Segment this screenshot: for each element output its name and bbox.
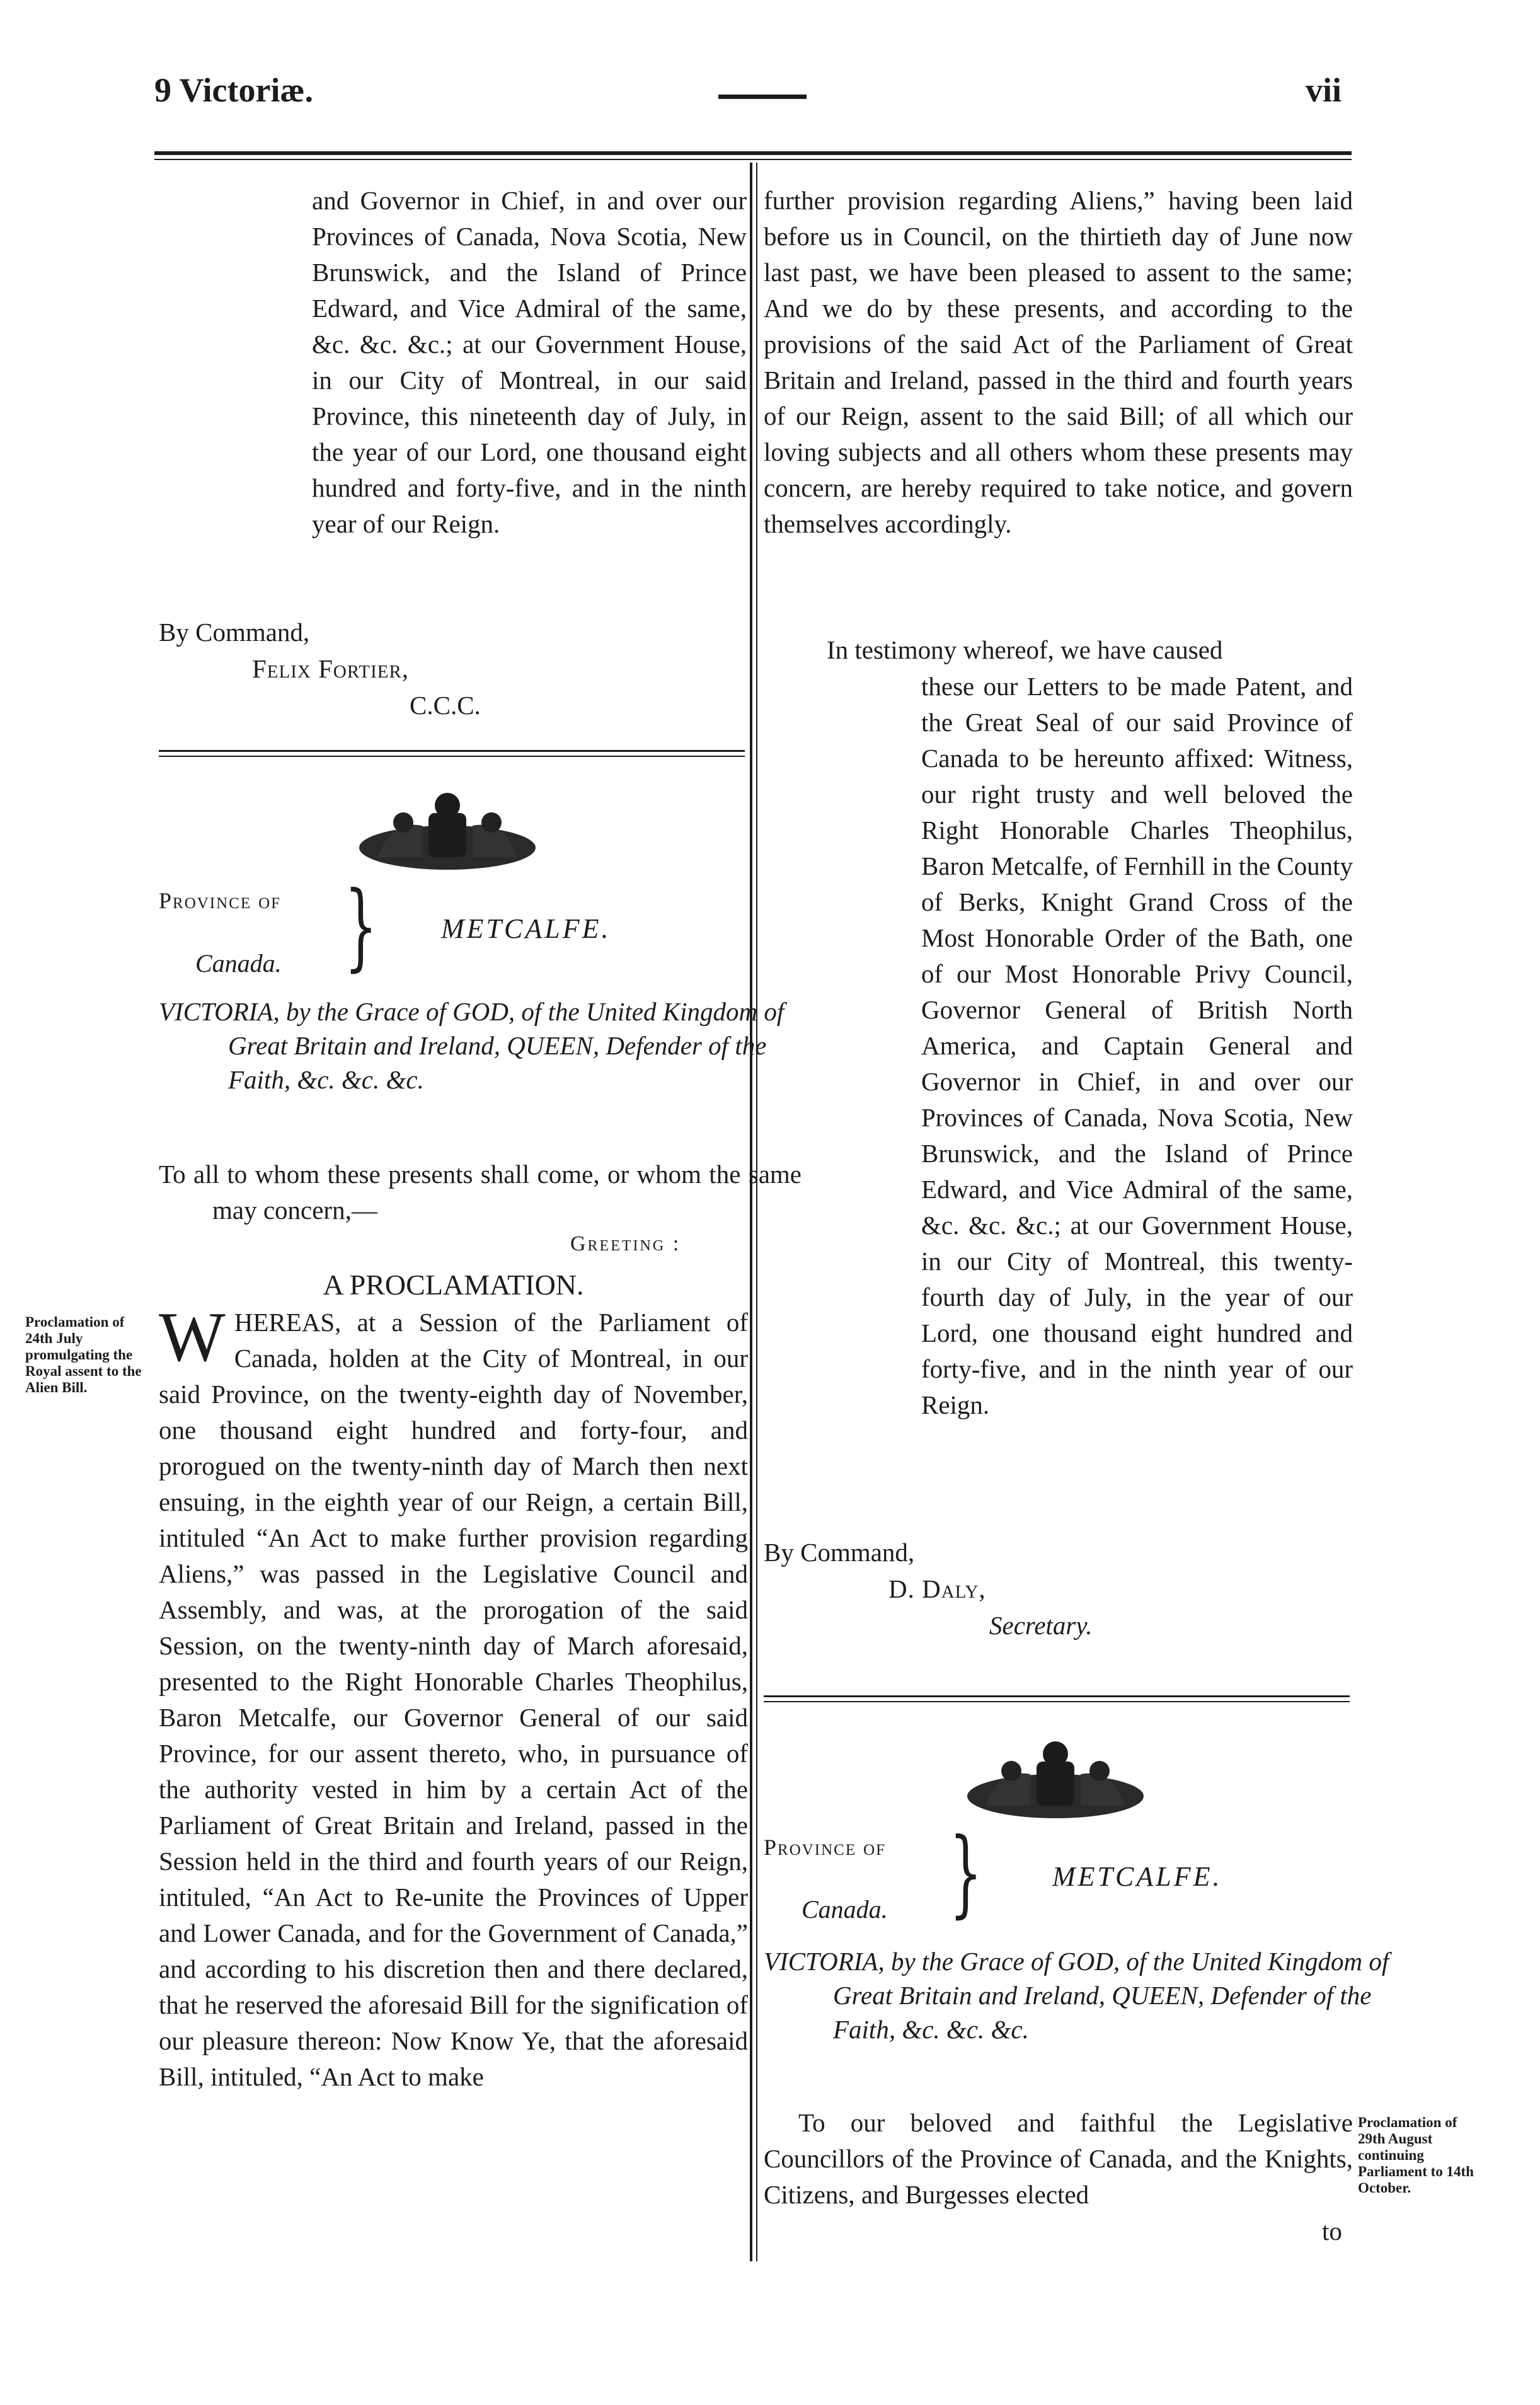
right-signer xyxy=(888,1571,1141,1607)
drop-cap: W xyxy=(159,1298,226,1376)
province-label: Province of xyxy=(159,888,282,913)
header-rule-top xyxy=(154,151,1352,155)
page-number: vii xyxy=(1306,71,1342,109)
governor-name-left: METCALFE. xyxy=(441,913,611,944)
testimony-text: these our Letters to be made Patent, and the Great Seal of our said Province of Canada to be hereunto affixed: Witness, our right trusty and well beloved the Right Honorable Charles Theophilus, Baron Metcalfe, of Fernhill in the County of Berks, Knight Grand Cross of the Most Honorable Order of the Bath, one of our Most Honorable Privy Council, Governor General of British North America, and Captain General and Governor in Chief, in and over our Provinces of Canada, Nova Scotia, New Brunswick, and the Island of Prince Edward, and Vice Admiral of the same, &c. &c. &c.; at our Government House, in our City of Montreal, this twenty-fourth day of July, in the year of our Lord, one thousand eight hundred and forty-five, and in the ninth year of our Reign. xyxy=(921,672,1353,1419)
brace-left: } xyxy=(344,872,377,981)
victoria-style-right xyxy=(764,1944,1422,2046)
section-rule-right-bottom xyxy=(764,1701,1350,1702)
to-beloved-paragraph xyxy=(764,2105,1353,2213)
greeting: Greeting : xyxy=(570,1232,681,1255)
section-rule-right-top xyxy=(764,1695,1350,1697)
victoria-text-right: VICTORIA, by the Grace of GOD, of the United Kingdom of Great Britain and Ireland, QUEEN, Defender of the Faith, &c. &c. &c. xyxy=(764,1947,1389,2044)
province-of-right xyxy=(764,1834,886,1860)
brace-right: } xyxy=(949,1818,982,1928)
proclamation-title: A PROCLAMATION. xyxy=(323,1269,584,1301)
right-by-command xyxy=(764,1535,1142,1571)
catchword xyxy=(1322,2213,1360,2249)
signer-title-right: Secretary. xyxy=(989,1611,1093,1640)
royal-arms-emblem xyxy=(353,788,542,876)
province-label-right: Province of xyxy=(764,1835,887,1860)
province-name-right xyxy=(802,1895,888,1924)
victoria-style-left xyxy=(159,995,817,1097)
province-name: Canada. xyxy=(195,949,282,978)
by-command-label: By Command, xyxy=(159,618,310,647)
to-all-text: To all to whom these presents shall come, or whom the same may concern,— xyxy=(159,1160,802,1225)
section-rule-left-top xyxy=(159,750,745,752)
running-head-left: 9 Victoriæ. xyxy=(154,71,313,109)
left-signer xyxy=(252,651,567,687)
victoria-text: VICTORIA, by the Grace of GOD, of the United Kingdom of Great Britain and Ireland, QUEEN, Defender of the Faith, &c. &c. &c. xyxy=(159,997,784,1094)
by-command-label-right: By Command, xyxy=(764,1538,915,1567)
margin-note-left: Proclamation of 24th July promulgating the Royal assent to the Alien Bill. xyxy=(25,1314,142,1395)
catchword-text: to xyxy=(1322,2217,1342,2246)
closing-text: and Governor in Chief, in and over our Provinces of Canada, Nova Scotia, New Brunswick, and the Island of Prince Edward, and Vice Admiral of the same, &c. &c. &c.; at our Government House, in our City of Montreal, in our said Province, this nineteenth day of July, in the year of our Lord, one thousand eight hundred and forty-five, and in the ninth year of our Reign. xyxy=(312,186,747,538)
signer-title: C.C.C. xyxy=(410,691,481,720)
header-rule-bottom xyxy=(154,159,1352,160)
royal-arms-emblem-right xyxy=(961,1736,1150,1825)
testimony-lead xyxy=(827,632,1353,668)
province-name-left xyxy=(195,949,282,978)
section-rule-left-bottom xyxy=(159,756,745,757)
signer-name: Felix Fortier, xyxy=(252,654,410,683)
to-all-left xyxy=(159,1156,802,1228)
whereas-paragraph xyxy=(159,1298,748,2095)
left-signer-title xyxy=(410,688,599,724)
testimony-block xyxy=(921,669,1353,1423)
left-by-command xyxy=(159,614,537,650)
right-signer-title xyxy=(989,1608,1241,1644)
right-continuation xyxy=(764,183,1353,542)
governor-name-right: METCALFE. xyxy=(1052,1861,1222,1892)
to-beloved-text: To our beloved and faithful the Legislative Councillors of the Province of Canada, and the Knights, Citizens, and Burgesses elected xyxy=(764,2108,1353,2209)
header-dash xyxy=(718,95,807,99)
province-name-right-text: Canada. xyxy=(802,1895,888,1923)
left-closing-paragraph xyxy=(312,183,747,542)
margin-note-right: Proclamation of 29th August continuing Parliament to 14th October. xyxy=(1358,2114,1474,2196)
province-of-left xyxy=(159,887,281,914)
testimony-lead-text: In testimony whereof, we have caused xyxy=(827,635,1223,664)
whereas-text: HEREAS, at a Session of the Parliament of Canada, holden at the City of Montreal, in our said Province, on the twenty-eighth day of November, one thousand eight hundred and forty-four, and prorogued on the twenty-ninth day of March then next ensuing, in the eighth year of our Reign, a certain Bill, intituled “An Act to make further provision regarding Aliens,” was passed in the Legislative Council and Assembly, and was, at the prorogation of the said Session, on the twenty-ninth day of March aforesaid, presented to the Right Honorable Charles Theophilus, Baron Metcalfe, our Governor General of our said Province, for our assent thereto, who, in pursuance of the authority vested in him by a certain Act of the Parliament of Great Britain and Ireland, passed in the Session held in the third and fourth years of our Reign, intituled, “An Act to Re-unite the Provinces of Upper and Lower Canada, and for the Government of Canada,” and according to his discretion then and there declared, that he reserved the aforesaid Bill for the signification of our pleasure thereon: Now Know Ye, that the aforesaid Bill, intituled, “An Act to make xyxy=(159,1308,748,2091)
signer-name-right: D. Daly, xyxy=(888,1574,986,1603)
continuation-text: further provision regarding Aliens,” having been laid before us in Council, on the thirtieth day of June now last past, we have been pleased to assent to the same; And we do by these presents, and according to the provisions of the said Act of the Parliament of Great Britain and Ireland, passed in the third and fourth years of our Reign, assent to the said Bill; of all which our loving subjects and all others whom these presents may concern, are hereby required to take notice, and govern themselves accordingly. xyxy=(764,186,1353,538)
